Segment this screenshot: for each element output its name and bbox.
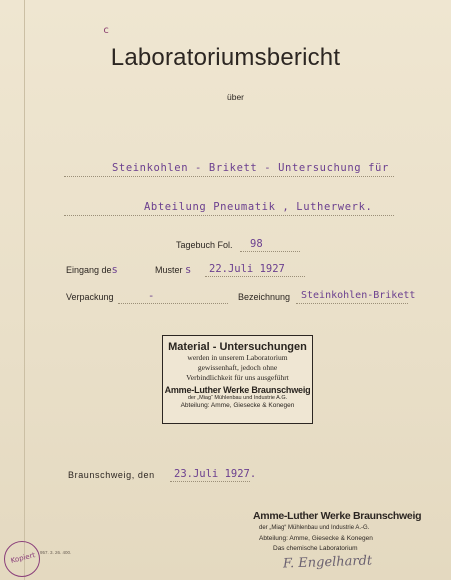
signature-company: Amme-Luther Werke Braunschweig [253, 510, 422, 522]
department-dotted-line [64, 215, 394, 216]
signature-laboratory: Das chemische Laboratorium [273, 545, 358, 552]
stamp-company: Amme-Luther Werke Braunschweig [164, 385, 311, 395]
bezeichnung-label: Bezeichnung [238, 292, 291, 302]
subject-dotted-line [64, 176, 394, 177]
tagebuch-value: 98 [250, 238, 263, 250]
stamp-title: Material - Untersuchungen [168, 341, 307, 353]
subject-line: Steinkohlen - Brikett - Untersuchung für [112, 162, 389, 174]
print-code: 957. 3. 26. 400. [40, 550, 72, 555]
stamp-subline-2: Abteilung: Amme, Giesecke & Konegen [180, 402, 295, 409]
bezeichnung-value: Steinkohlen-Brikett [301, 290, 416, 301]
muster-label: Muster s [155, 264, 192, 276]
handwritten-mark: c [103, 25, 110, 36]
signature-department: Abteilung: Amme, Giesecke & Konegen [259, 535, 373, 542]
signature-subline: der „Miag“ Mühlenbau und Industrie A.-G. [259, 525, 370, 531]
document-title: Laboratoriumsbericht [110, 44, 341, 71]
handwritten-signature: F. Engelhardt [282, 553, 373, 572]
verpackung-label: Verpackung [66, 292, 114, 302]
kopiert-stamp [4, 541, 40, 577]
ueber-label: über [227, 92, 245, 102]
kopiert-stamp-text: Kopiert [9, 551, 37, 565]
eingang-datum: 22.Juli 1927 [209, 263, 285, 275]
report-date-dotted-line [170, 481, 250, 482]
material-stamp [162, 335, 313, 424]
stamp-line-2: gewissenhaft, jedoch ohne [197, 363, 278, 372]
place-date-label: Braunschweig, den [68, 470, 155, 480]
tagebuch-dotted-line [240, 251, 300, 252]
verpackung-dotted-line [118, 303, 228, 304]
department-line: Abteilung Pneumatik , Lutherwerk. [144, 201, 373, 213]
tagebuch-label: Tagebuch Fol. [176, 240, 233, 250]
stamp-subline-1: der „Miag“ Mühlenbau und Industrie A.G. [187, 395, 288, 401]
margin-fold-line [24, 0, 25, 580]
stamp-line-1: werden in unserem Laboratorium [187, 353, 288, 362]
datum-dotted-line [205, 276, 305, 277]
eingang-label: Eingang des [66, 264, 118, 276]
stamp-line-3: Verbindlichkeit für uns ausgeführt [186, 373, 289, 382]
bezeichnung-dotted-line [296, 303, 408, 304]
verpackung-value: - [148, 290, 155, 302]
report-date: 23.Juli 1927. [174, 468, 257, 480]
